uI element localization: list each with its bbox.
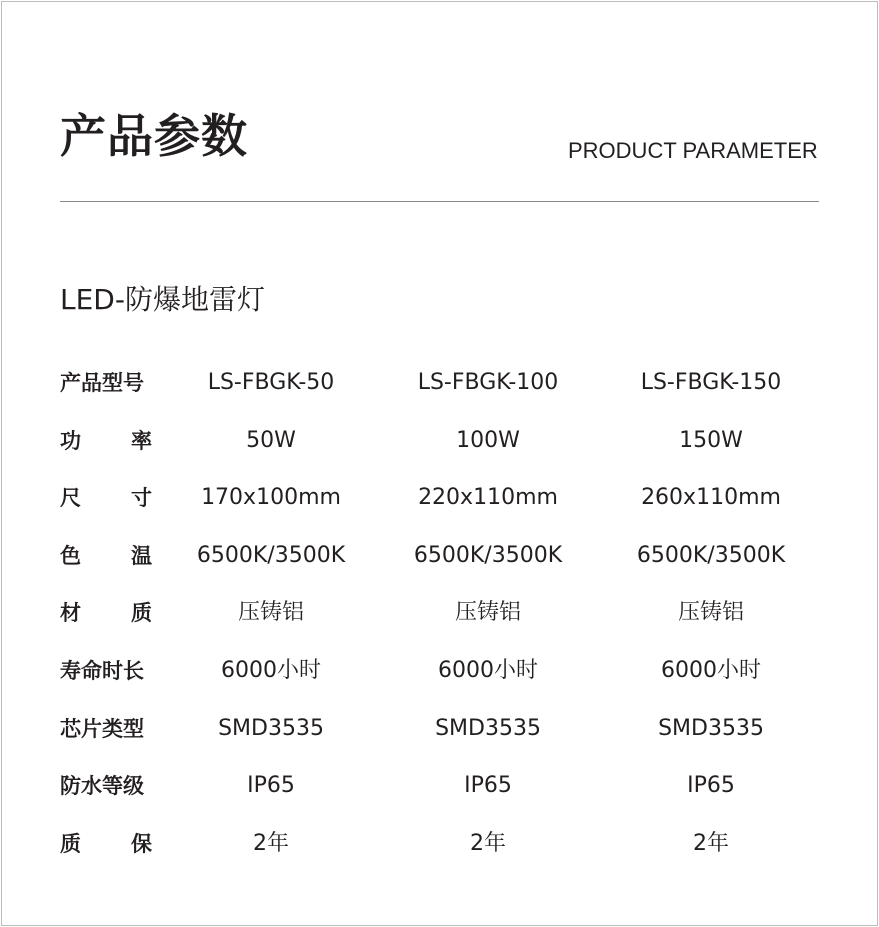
spec-label-char: 温 [131, 544, 152, 568]
spec-label-char: 质 [131, 601, 152, 625]
spec-value: 260x110mm [641, 485, 781, 510]
page-subtitle: PRODUCT PARAMETER [568, 138, 818, 163]
spec-label: 产品型号 [60, 371, 144, 395]
spec-value: 6000小时 [661, 658, 761, 683]
spec-row [0, 824, 879, 864]
spec-row [0, 536, 879, 576]
spec-label-char: 寸 [131, 486, 152, 510]
spec-value: 220x110mm [418, 485, 558, 510]
spec-row [0, 766, 879, 806]
spec-label: 防水等级 [60, 774, 144, 798]
spec-value: 170x100mm [201, 485, 341, 510]
product-name: LED-防爆地雷灯 [60, 283, 265, 316]
spec-value: 6500K/3500K [413, 543, 563, 568]
spec-value: LS-FBGK-50 [207, 370, 335, 395]
spec-value: 压铸铝 [237, 600, 304, 625]
spec-label: 芯片类型 [60, 717, 144, 741]
spec-value: SMD3535 [218, 716, 324, 741]
spec-value: IP65 [687, 773, 735, 798]
header-divider [60, 201, 819, 202]
spec-label [60, 478, 152, 518]
spec-value: IP65 [247, 773, 295, 798]
spec-value: LS-FBGK-100 [417, 370, 559, 395]
spec-value: IP65 [464, 773, 512, 798]
spec-value: SMD3535 [658, 716, 764, 741]
spec-value: SMD3535 [435, 716, 541, 741]
spec-row [0, 478, 879, 518]
spec-label [60, 593, 152, 633]
spec-value: 压铸铝 [677, 600, 744, 625]
spec-label-char: 尺 [60, 486, 81, 510]
spec-label-char: 质 [60, 832, 81, 856]
spec-row [0, 709, 879, 749]
spec-value: 150W [679, 428, 743, 453]
spec-value: 6000小时 [438, 658, 538, 683]
spec-label-char: 材 [60, 601, 81, 625]
spec-row [0, 651, 879, 691]
spec-row [0, 593, 879, 633]
spec-label-char: 功 [60, 429, 81, 453]
spec-value: 2年 [253, 831, 289, 856]
page-title: 产品参数 [60, 109, 248, 163]
spec-label [60, 824, 152, 864]
spec-label-char: 色 [60, 544, 81, 568]
spec-value: 6500K/3500K [636, 543, 786, 568]
spec-value: 压铸铝 [454, 600, 521, 625]
spec-value: 6500K/3500K [196, 543, 346, 568]
spec-value: 6000小时 [221, 658, 321, 683]
spec-value: 2年 [693, 831, 729, 856]
spec-label [60, 536, 152, 576]
spec-row [0, 363, 879, 403]
spec-value: 2年 [470, 831, 506, 856]
spec-value: 100W [456, 428, 520, 453]
spec-label [60, 421, 152, 461]
spec-label-char: 保 [131, 832, 152, 856]
spec-label: 寿命时长 [60, 659, 144, 683]
spec-value: 50W [246, 428, 296, 453]
spec-value: LS-FBGK-150 [640, 370, 782, 395]
spec-row [0, 421, 879, 461]
spec-label-char: 率 [131, 429, 152, 453]
